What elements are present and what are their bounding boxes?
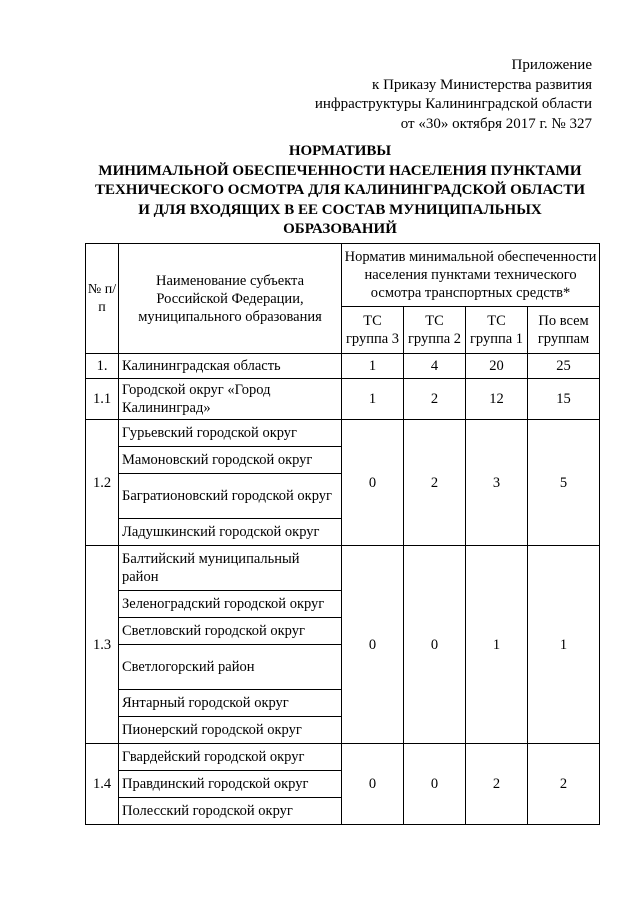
table-row	[86, 354, 600, 379]
value-group-1: 1	[466, 546, 528, 744]
header-group-2: ТС группа 2	[404, 307, 466, 354]
value-group-3: 0	[342, 546, 404, 744]
value-group-2: 2	[404, 379, 466, 420]
title-line: МИНИМАЛЬНОЙ ОБЕСПЕЧЕННОСТИ НАСЕЛЕНИЯ ПУНКТАМИ	[98, 162, 582, 179]
value-all-groups: 2	[528, 744, 600, 825]
row-number: 1.3	[86, 546, 119, 744]
table-row	[86, 546, 600, 591]
value-group-3: 0	[342, 420, 404, 546]
value-group-1: 12	[466, 379, 528, 420]
header-number: № п/п	[86, 244, 119, 354]
entity-name: Правдинский городской округ	[119, 771, 342, 798]
row-number: 1.	[86, 354, 119, 379]
title-line: ТЕХНИЧЕСКОГО ОСМОТРА ДЛЯ КАЛИНИНГРАДСКОЙ ОБЛАСТИ	[94, 182, 586, 198]
entity-name: Гурьевский городской округ	[119, 420, 342, 447]
value-all-groups: 1	[528, 546, 600, 744]
value-group-2: 4	[404, 354, 466, 379]
value-group-2: 0	[404, 546, 466, 744]
value-group-3: 1	[342, 354, 404, 379]
header-norm: Норматив минимальной обеспеченности населения пунктами технического осмотра транспортных средств*	[342, 244, 600, 307]
value-group-2: 2	[404, 420, 466, 546]
header-entity-name: Наименование субъекта Российской Федерации, муниципального образования	[119, 244, 342, 354]
appendix-line: инфраструктуры Калининградской области	[314, 96, 592, 112]
appendix-line: от «30» октября 2017 г. № 327	[400, 115, 592, 132]
entity-name: Калининградская область	[119, 354, 342, 379]
header-group-3: ТС группа 3	[342, 307, 404, 354]
entity-name: Городской округ «Город Калининград»	[119, 379, 342, 420]
row-number: 1.1	[86, 379, 119, 420]
table-row	[86, 744, 600, 771]
header-group-1: ТС группа 1	[466, 307, 528, 354]
table-row	[86, 420, 600, 447]
appendix-line: к Приказу Министерства развития	[372, 76, 592, 93]
row-number: 1.2	[86, 420, 119, 546]
title-line: НОРМАТИВЫ	[288, 143, 392, 159]
entity-name: Светловский городской округ	[119, 618, 342, 645]
entity-name: Пионерский городской округ	[119, 717, 342, 744]
entity-name: Зеленоградский городской округ	[119, 591, 342, 618]
value-all-groups: 15	[528, 379, 600, 420]
entity-name: Светлогорский район	[119, 645, 342, 690]
appendix-block	[172, 56, 592, 134]
header-all-groups: По всем группам	[528, 307, 600, 354]
title-line: ОБРАЗОВАНИЙ	[283, 221, 397, 237]
value-group-3: 0	[342, 744, 404, 825]
entity-name: Балтийский муниципальный район	[119, 546, 342, 591]
value-group-1: 20	[466, 354, 528, 379]
entity-name: Гвардейский городской округ	[119, 744, 342, 771]
value-group-3: 1	[342, 379, 404, 420]
value-group-2: 0	[404, 744, 466, 825]
row-number: 1.4	[86, 744, 119, 825]
document-title	[80, 142, 600, 240]
table-row	[86, 379, 600, 420]
value-all-groups: 25	[528, 354, 600, 379]
title-line: И ДЛЯ ВХОДЯЩИХ В ЕЕ СОСТАВ МУНИЦИПАЛЬНЫХ	[138, 201, 542, 218]
entity-name: Полесский городской округ	[119, 798, 342, 825]
entity-name: Янтарный городской округ	[119, 690, 342, 717]
value-group-1: 3	[466, 420, 528, 546]
appendix-line: Приложение	[511, 57, 592, 73]
entity-name: Ладушкинский городской округ	[119, 519, 342, 546]
value-group-1: 2	[466, 744, 528, 825]
value-all-groups: 5	[528, 420, 600, 546]
standards-table	[85, 243, 600, 825]
entity-name: Багратионовский городской округ	[119, 474, 342, 519]
entity-name: Мамоновский городской округ	[119, 447, 342, 474]
